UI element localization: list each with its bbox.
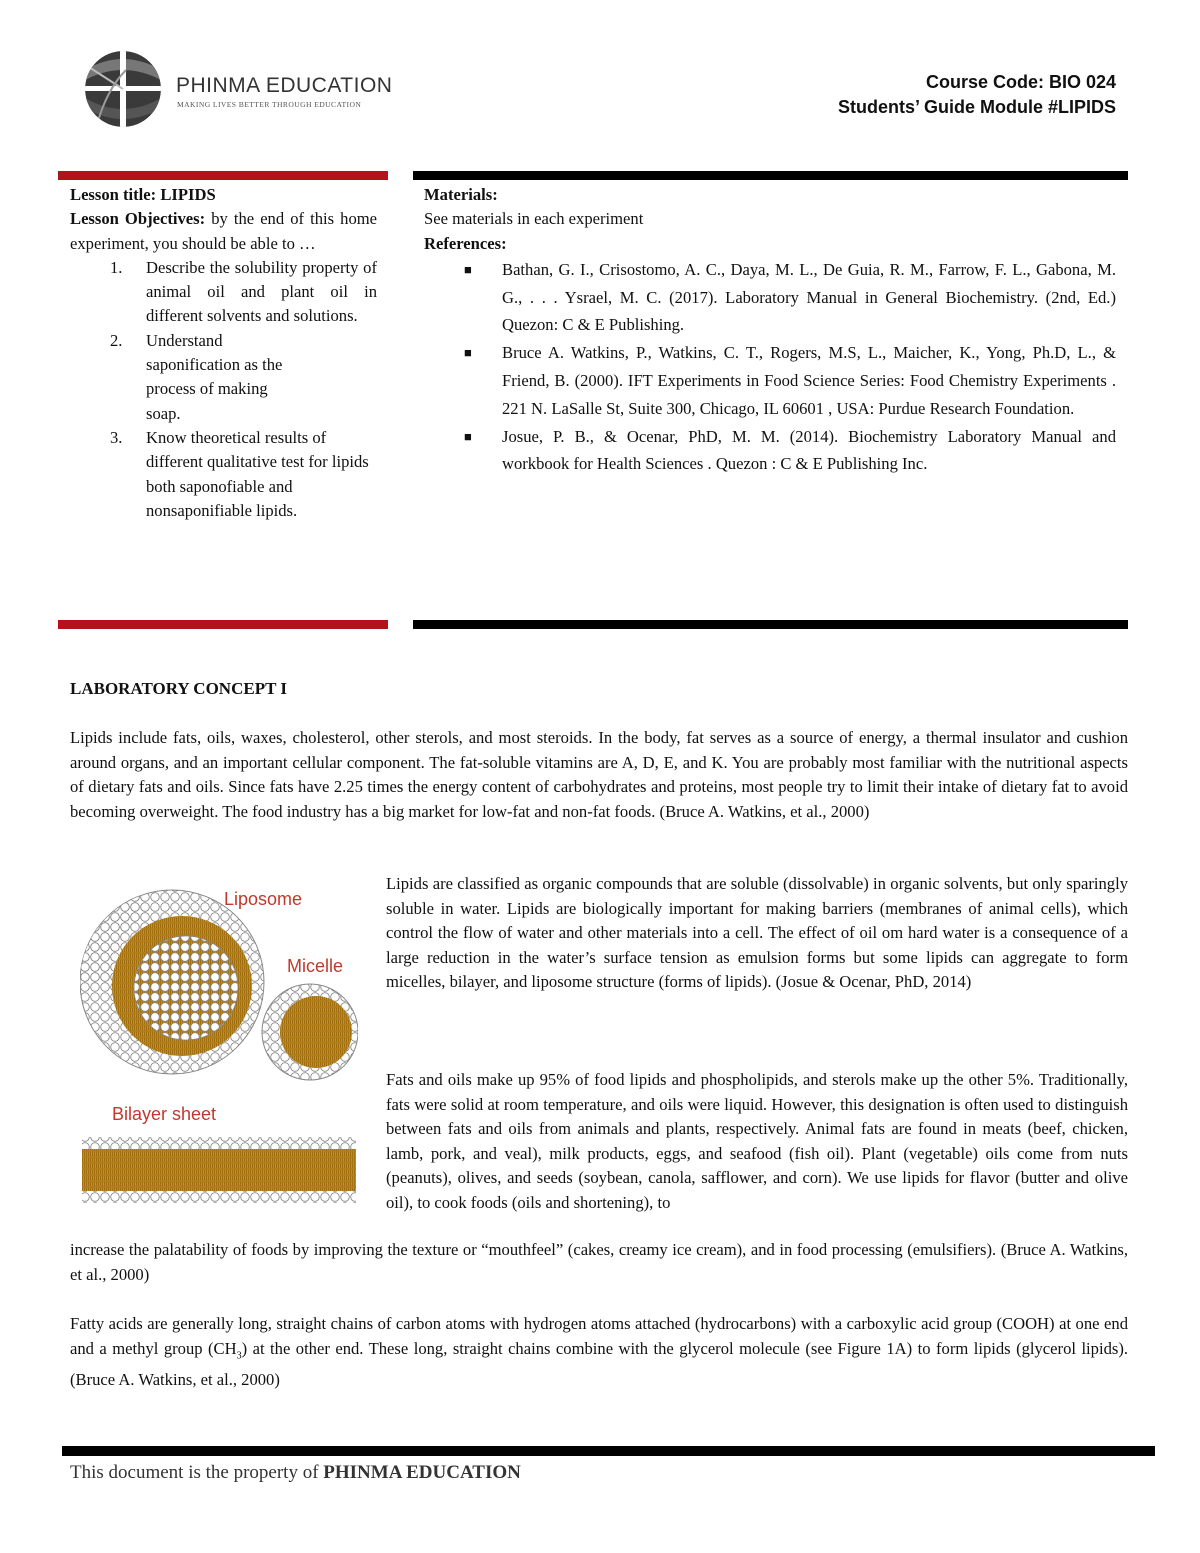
divider-black-bottom: [413, 620, 1128, 629]
objectives-list: [70, 256, 377, 523]
logo-tagline: MAKING LIVES BETTER THROUGH EDUCATION: [177, 100, 362, 109]
logo-name: PHINMA EDUCATION: [176, 74, 393, 97]
divider-red-top: [58, 171, 388, 180]
paragraph-fatty-acids: Fatty acids are generally long, straight chains of carbon atoms with hydrogen atoms attached (hydrocarbons) with a carboxylic acid group (COOH) at one end and a methyl group $(CH_3)$ at the other end. These long, straight chains combine with the glycerol molecule (see Figure 1A) to form lipids (glycerol lipids). (Bruce A. Watkins, et al., 2000): [70, 1314, 1129, 1390]
list-item: 1. Describe the solubility property of animal oil and plant oil in different solvents and solutions.: [110, 257, 377, 326]
lesson-title-value: LIPIDS: [160, 185, 216, 204]
bilayer-diagram: [82, 1137, 356, 1203]
lesson-block: [70, 183, 377, 523]
paragraph-classification: Lipids are classified as organic compounds that are soluble (dissolvable) in organic solvents, but only sparingly soluble in water. Lipids are biologically important for making barriers (membranes of animal cells), which control the flow of water and other materials into a cell. The effect of oil om hard water is a consequence of a large reduction in the water’s surface tension as emulsion forms but some lipids can aggregate to form micelles, bilayer, and liposome structure (forms of lipids). (Josue & Ocenar, PhD, 2014): [386, 874, 1128, 991]
lesson-objectives-intro: Lesson Objectives: by the end of this home experiment, you should be able to …: [70, 209, 378, 253]
paragraph-fats-oils-cont: increase the palatability of foods by improving the texture or “mouthfeel” (cakes, creamy ice cream), and in food processing (emulsifiers). (Bruce A. Watkins, et al., 2000): [70, 1240, 1128, 1284]
list-item: 3. Know theoretical results of different qualitative test for lipids both saponofiable and nonsaponifiable lipids.: [110, 427, 369, 520]
section-title: LABORATORY CONCEPT I: [70, 679, 287, 698]
divider-black-top: [413, 171, 1128, 180]
footer-text: This document is the property of PHINMA EDUCATION: [70, 1462, 521, 1483]
course-code: Course Code: BIO 024: [925, 72, 1116, 92]
course-header: [838, 70, 1116, 120]
materials-label: Materials:: [424, 185, 498, 204]
paragraph-intro: Lipids include fats, oils, waxes, cholesterol, other sterols, and most steroids. In the body, fat serves as a source of energy, a thermal insulator and cushion around organs, and an important cellular component. The fat-soluble vitamins are A, D, E, and K. You are probably most familiar with the nutritional aspects of dietary fats and oils. Since fats have 2.25 times the energy content of carbohydrates and proteins, most people try to limit their intake of dietary fat to avoid becoming overweight. The food industry has a big market for low-fat and non-fat foods. (Bruce A. Watkins, et al., 2000): [70, 728, 1128, 821]
list-item: ■ Bruce A. Watkins, P., Watkins, C. T., Rogers, M.S, L., Maicher, K., Yong, Ph.D, L., & Friend, B. (2000). IFT Experiments in Food Science Series: Food Chemistry Experiments . 221 N. LaSalle St, Suite 300, Chicago, IL 60601 , USA: Purdue Research Foundation.: [464, 343, 1116, 418]
module-title: Students’ Guide Module #LIPIDS: [837, 97, 1116, 117]
liposome-label: Liposome: [224, 889, 303, 909]
micelle-diagram: [262, 984, 358, 1080]
lipid-structures-figure: [80, 872, 358, 1216]
divider-red-bottom: [58, 620, 388, 629]
divider-footer: [62, 1446, 1155, 1456]
micelle-label: Micelle: [287, 956, 344, 976]
references-list: [424, 256, 1116, 478]
paragraph-fats-oils: Fats and oils make up 95% of food lipids and phospholipids, and sterols make up the other 5%. Traditionally, fats were solid at room temperature, and oils were liquid. However, this designation is often used to distinguish between fats and oils from animals and plants, respectively. Animal fats are found in meats (beef, chicken, lamb, pork, and veal), milk products, eggs, and seafood (fish oil). Plant (vegetable) oils come from nuts (peanuts), olives, and seeds (soybean, canola, safflower, and corn). We use lipids for flavor (butter and olive oil), to cook foods (oils and shortening), to: [386, 1070, 1128, 1212]
lesson-title: Lesson title: LIPIDS: [70, 185, 216, 204]
bilayer-label: Bilayer sheet: [112, 1104, 217, 1124]
list-item: ■ Josue, P. B., & Ocenar, PhD, M. M. (2014). Biochemistry Laboratory Manual and workbook for Health Sciences . Quezon : C & E Publishing Inc.: [464, 426, 1116, 474]
materials-block: [424, 183, 1116, 478]
liposome-diagram: [80, 890, 264, 1074]
references-label: References:: [424, 233, 507, 253]
list-item: 2. Understand saponification as the process of making soap.: [110, 330, 283, 423]
footer-owner: PHINMA EDUCATION: [323, 1462, 521, 1483]
list-item: ■ Bathan, G. I., Crisostomo, A. C., Daya, M. L., De Guia, R. M., Farrow, F. L., Gabona, M. G., . . . Ysrael, M. C. (2017). Laboratory Manual in General Biochemistry. (2nd, Ed.) Quezon: C & E Publishing.: [464, 259, 1116, 335]
materials-text: See materials in each experiment: [424, 209, 644, 229]
